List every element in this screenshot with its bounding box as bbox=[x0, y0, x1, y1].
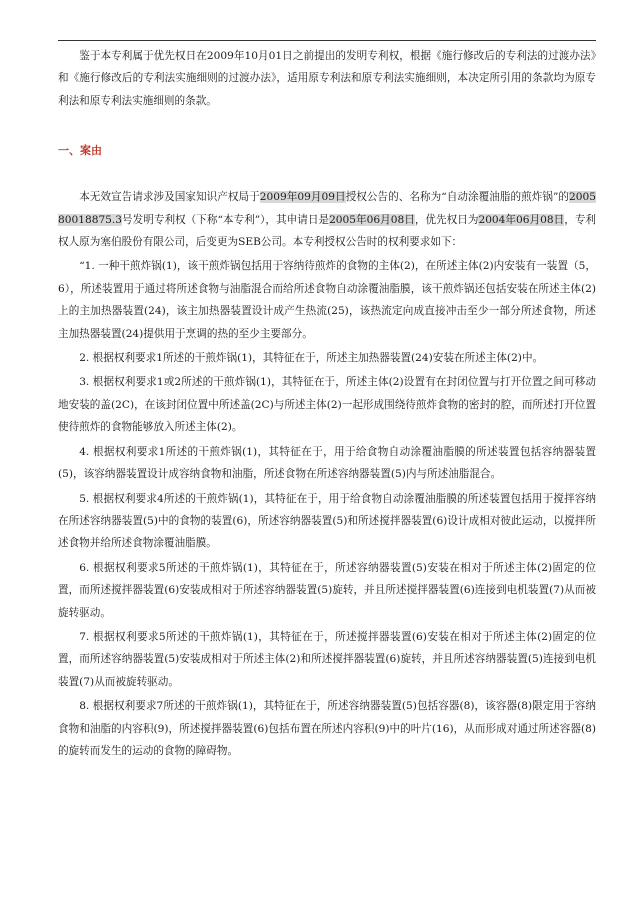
document-page bbox=[58, 40, 596, 762]
claims-list bbox=[58, 255, 596, 762]
priority-date: 2004年06月08日 bbox=[478, 213, 565, 226]
claim-8: 8. 根据权利要求7所述的干煎炸锅(1)，其特征在于，所述容纳器装置(5)包括容器(8)，该容器(8)限定用于容纳食物和油脂的内容积(9)，所述搅拌器装置(6)包括布置在所述内容积(9)中的叶片(16)，从而形成对通过所述容器(8)的旋转而发生的运动的食物的障碍物。 bbox=[58, 700, 596, 757]
claim-1: “1. 一种干煎炸锅(1)，该干煎炸锅包括用于容纳待煎炸的食物的主体(2)，在所述主体(2)内安装有一装置（5，6），所述装置用于通过将所述食物与油脂混合而给所述食物自动涂覆油脂膜，该干煎炸锅还包括安装在所述主体(2)上的主加热器装置(24)，该主加热器装置设计成产生热流(25)，该热流定向成直接冲击至少一部分所述食物，所述主加热器装置(24)提供用于烹调的热的至少主要部分。 bbox=[58, 260, 596, 340]
header-rule bbox=[58, 40, 596, 41]
section-heading-case: 一、案由 bbox=[58, 144, 102, 158]
case-text-5: ，专利权人原为塞伯股份有限公司，后变更为SEB公司。本专利授权公告时的权利要求如下： bbox=[58, 213, 597, 249]
patent-number: 200580018875.3 bbox=[58, 191, 597, 226]
claim-5: 5. 根据权利要求4所述的干煎炸锅(1)，其特征在于，用于给食物自动涂覆油脂膜的所述装置包括用于搅拌容纳在所述容纳器装置(5)中的食物的装置(6)，所述容纳器装置(5)和所述搅拌器装置(6)设计成相对彼此运动，以搅拌所述食物并给所述食物涂覆油脂膜。 bbox=[58, 492, 596, 550]
claim-3: 3. 根据权利要求1或2所述的干煎炸锅(1)，其特征在于，所述主体(2)设置有在封闭位置与打开位置之间可移动地安装的盖(2C)，在该封闭位置中所述盖(2C)与所述主体(2)一起形成围绕待煎炸食物的密封的腔，而所述打开位置使待煎炸的食物能够放入所述主体(2)。 bbox=[58, 376, 596, 434]
claim-6: 6. 根据权利要求5所述的干煎炸锅(1)，其特征在于，所述容纳器装置(5)安装在相对于所述主体(2)固定的位置，而所述搅拌器装置(6)安装成相对于所述容纳器装置(5)旋转，并且所述搅拌器装置(6)连接到电机装置(7)从而被旋转驱动。 bbox=[58, 561, 596, 619]
claim-7: 7. 根据权利要求5所述的干煎炸锅(1)，其特征在于，所述搅拌器装置(6)安装在相对于所述主体(2)固定的位置，而所述容纳器装置(5)安装成相对于所述主体(2)和所述搅拌器装置(6)旋转，并且所述容纳器装置(5)连接到电机装置(7)从而被旋转驱动。 bbox=[58, 630, 596, 688]
case-text-1: 本无效宣告请求涉及国家知识产权局于 bbox=[79, 191, 260, 204]
claim-2: 2. 根据权利要求1所述的干煎炸锅(1)，其特征在于，所述主加热器装置(24)安装在所述主体(2)中。 bbox=[79, 352, 544, 365]
case-paragraph bbox=[58, 186, 596, 253]
case-text-4: ，优先权日为 bbox=[414, 213, 479, 226]
case-text-2: 授权公告的、名称为“自动涂覆油脂的煎炸锅”的 bbox=[345, 191, 570, 204]
application-date: 2005年06月08日 bbox=[329, 213, 415, 226]
claim-4: 4. 根据权利要求1所述的干煎炸锅(1)，其特征在于，用于给食物自动涂覆油脂膜的所述装置包括容纳器装置(5)，该容纳器装置设计成容纳食物和油脂，所述食物在所述容纳器装置(5)内与所述油脂混合。 bbox=[58, 445, 596, 481]
case-text-3: 号发明专利权（下称“本专利”），其申请日是 bbox=[122, 213, 330, 226]
intro-paragraph: 鉴于本专利属于优先权日在2009年10月01日之前提出的发明专利权，根据《施行修改后的专利法的过渡办法》和《施行修改后的专利法实施细则的过渡办法》，适用原专利法和原专利法实施细则，本决定所引用的条款均为原专利法和原专利法实施细则的条款。 bbox=[58, 50, 596, 107]
publication-date: 2009年09月09日 bbox=[259, 191, 346, 204]
